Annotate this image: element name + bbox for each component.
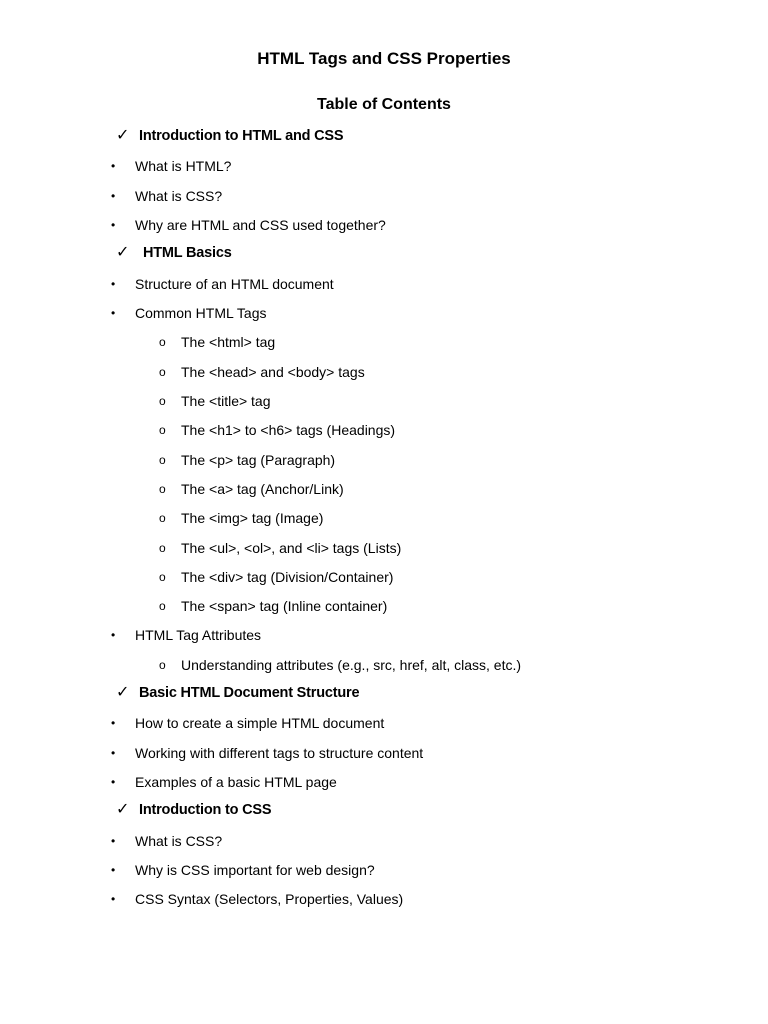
list-item-text: What is CSS? [135, 188, 223, 204]
bullet-icon: • [111, 628, 116, 642]
circle-bullet-icon: o [159, 423, 166, 437]
list-item-text: What is HTML? [135, 158, 232, 174]
circle-bullet-icon: o [159, 394, 166, 408]
checkmark-icon: ✓ [116, 684, 130, 701]
bullet-icon: • [111, 218, 116, 232]
section-heading-label: HTML Basics [143, 245, 232, 261]
bullet-icon: • [111, 306, 116, 320]
circle-bullet-icon: o [159, 365, 166, 379]
bullet-icon: • [111, 834, 116, 848]
checkmark-icon: ✓ [116, 244, 130, 261]
bullet-icon: • [111, 863, 116, 877]
sub-list-item-text: The <h1> to <h6> tags (Headings) [181, 422, 396, 438]
toc-heading: Table of Contents [317, 96, 451, 113]
section-heading-label: Introduction to HTML and CSS [139, 128, 344, 144]
bullet-icon: • [111, 716, 116, 730]
circle-bullet-icon: o [159, 482, 166, 496]
document-title: HTML Tags and CSS Properties [257, 49, 511, 68]
circle-bullet-icon: o [159, 658, 166, 672]
sub-list-item-text: The <html> tag [181, 334, 276, 350]
list-item-text: Why is CSS important for web design? [135, 862, 375, 878]
bullet-icon: • [111, 189, 116, 203]
list-item-text: Working with different tags to structure content [135, 745, 424, 761]
sub-list-item-text: The <a> tag (Anchor/Link) [181, 481, 344, 497]
bullet-icon: • [111, 892, 116, 906]
bullet-icon: • [111, 746, 116, 760]
section-heading-label: Introduction to CSS [139, 802, 272, 818]
checkmark-icon: ✓ [116, 801, 130, 818]
sub-list-item-text: The <title> tag [181, 393, 271, 409]
list-item-text: Common HTML Tags [135, 305, 267, 321]
bullet-icon: • [111, 159, 116, 173]
circle-bullet-icon: o [159, 541, 166, 555]
list-item-text: Why are HTML and CSS used together? [135, 217, 386, 233]
list-item-text: How to create a simple HTML document [135, 715, 385, 731]
bullet-icon: • [111, 277, 116, 291]
sub-list-item-text: The <p> tag (Paragraph) [181, 452, 336, 468]
section-heading-label: Basic HTML Document Structure [139, 685, 360, 701]
circle-bullet-icon: o [159, 511, 166, 525]
list-item-text: HTML Tag Attributes [135, 627, 262, 643]
sub-list-item-text: The <div> tag (Division/Container) [181, 569, 394, 585]
list-item-text: Structure of an HTML document [135, 276, 334, 292]
list-item-text: Examples of a basic HTML page [135, 774, 337, 790]
bullet-icon: • [111, 775, 116, 789]
sub-list-item-text: Understanding attributes (e.g., src, href, alt, class, etc.) [181, 657, 522, 673]
list-item-text: CSS Syntax (Selectors, Properties, Values) [135, 891, 404, 907]
circle-bullet-icon: o [159, 335, 166, 349]
sub-list-item-text: The <span> tag (Inline container) [181, 598, 388, 614]
checkmark-icon: ✓ [116, 127, 130, 144]
sub-list-item-text: The <ul>, <ol>, and <li> tags (Lists) [181, 540, 402, 556]
sub-list-item-text: The <head> and <body> tags [181, 364, 365, 380]
circle-bullet-icon: o [159, 599, 166, 613]
sub-list-item-text: The <img> tag (Image) [181, 510, 324, 526]
circle-bullet-icon: o [159, 570, 166, 584]
list-item-text: What is CSS? [135, 833, 223, 849]
circle-bullet-icon: o [159, 453, 166, 467]
